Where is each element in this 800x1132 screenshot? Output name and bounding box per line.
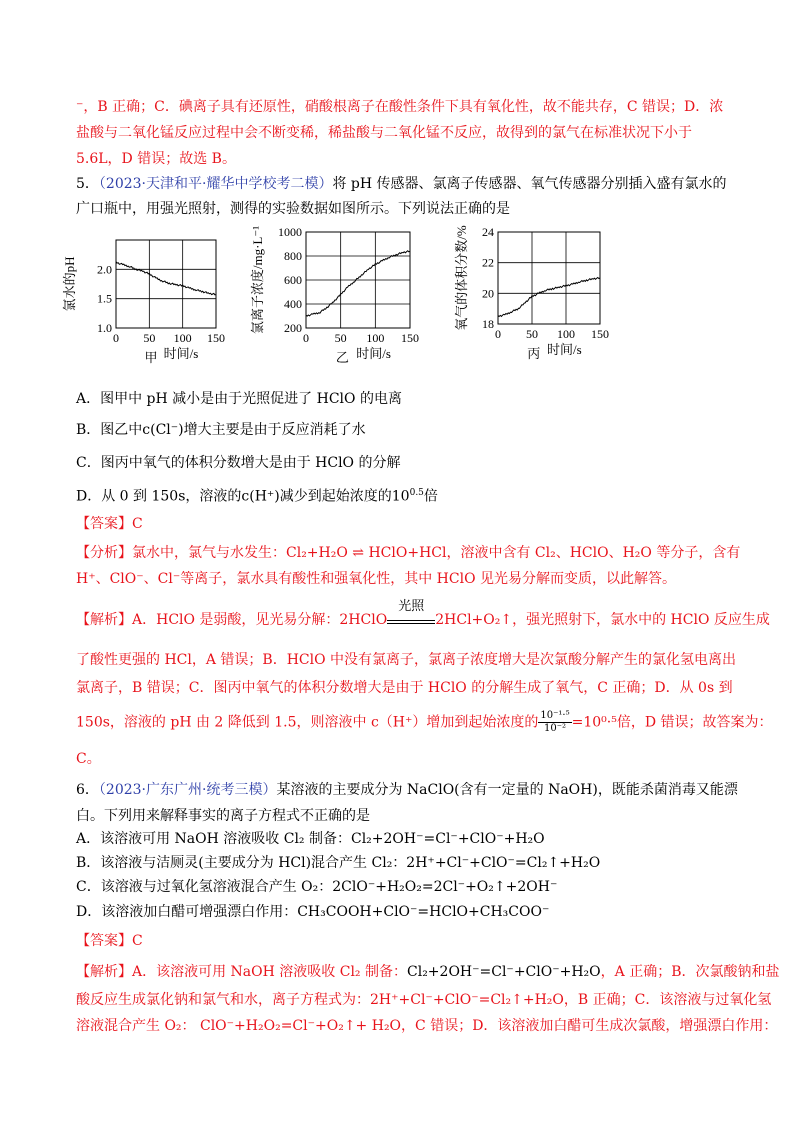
q5-explain-line-4	[76, 710, 773, 735]
q6-answer	[76, 931, 143, 951]
y-tick-label: 20	[482, 286, 494, 301]
q5-option-d-pow: 10	[391, 488, 410, 505]
chart-caption: 乙	[335, 350, 349, 365]
prev-explain-line-3: 5.6L，D 错误；故选 B。	[76, 151, 236, 167]
x-tick-label: 0	[303, 331, 309, 345]
q5-explain-4-pre: 150s，溶液的 pH 由 2 降低到 1.5，则溶液中 c（H⁺）增加到起始浓度的	[76, 714, 539, 731]
q5-analysis-label: 【分析】	[76, 545, 132, 561]
q5-stem-line-2: 广口瓶中，用强光照射，测得的实验数据如图所示。下列说法正确的是	[76, 201, 510, 217]
q6-option-c: C．该溶液与过氧化氢溶液混合产生 O₂：2ClO⁻+H₂O₂=2Cl⁻+O₂↑+2OH⁻	[76, 879, 558, 895]
q5-analysis-line-1	[76, 543, 740, 563]
data-series-line	[306, 251, 410, 316]
q5-stem-1: 将 pH 传感器、氯离子传感器、氧气传感器分别插入盛有氯水的	[332, 176, 727, 192]
prev-explain-line-1: ⁻，B 正确；C．碘离子具有还原性，硝酸根离子在酸性条件下具有氧化性，故不能共存，C 错误；D．浓	[76, 99, 724, 115]
q5-explain-1-pre: A．HClO 是弱酸，见光易分解：2HClO	[132, 612, 388, 628]
q5-explain-line-2: 了酸性更强的 HCl，A 错误；B．HClO 中没有氯离子，氯离子浓度增大是次氯酸分解产生的氯化氢电离出	[76, 652, 737, 668]
q5-analysis-line-2: H⁺、ClO⁻、Cl⁻等离子，氯水具有酸性和强氧化性，其中 HClO 见光易分解而变质，以此解答。	[76, 571, 677, 587]
q5-option-a: A．图甲中 pH 减小是由于光照促进了 HClO 的电离	[76, 391, 402, 407]
q5-explain-line-1	[76, 599, 770, 630]
q5-option-d-pre: D．从 0 到 150s，溶液的	[76, 488, 242, 505]
q5-answer-value: C	[132, 516, 143, 532]
x-tick-label: 100	[173, 331, 192, 345]
q6-explain-line-1	[76, 962, 780, 982]
q5-answer	[76, 514, 143, 534]
q5-stem-line-1	[76, 174, 727, 194]
q5-number: 5．	[76, 176, 99, 192]
y-tick-label: 1000	[278, 225, 302, 239]
y-axis-label: 氯水的pH	[62, 256, 77, 312]
y-tick-label: 22	[482, 255, 494, 270]
x-axis-label: 时间/s	[546, 342, 582, 357]
q6-option-d: D．该溶液加白醋可增强漂白作用：CH₃COOH+ClO⁻=HClO+CH₃COO⁻	[76, 904, 550, 920]
chart-yi	[248, 224, 433, 374]
condition-arrow	[387, 599, 435, 624]
x-tick-label: 0	[495, 327, 501, 341]
q5-explain-label: 【解析】	[76, 612, 132, 628]
q5-option-d	[76, 483, 438, 507]
fraction-denominator: 10⁻²	[543, 723, 566, 734]
q5-analysis-1: 氯水中，氯气与水发生：Cl₂+H₂O ⇌ HClO+HCl，溶液中含有 Cl₂、HClO、H₂O 等分子，含有	[132, 545, 741, 561]
q6-explain-1-post: ，A 正确；B．次氯酸钠和盐	[600, 964, 780, 980]
x-tick-label: 100	[557, 327, 575, 341]
y-tick-label: 24	[482, 225, 494, 239]
q5-source: （2023·天津和平·耀华中学校考二模）	[98, 176, 333, 192]
q6-stem-line-1	[76, 780, 738, 800]
q6-explain-label: 【解析】	[76, 964, 132, 980]
q5-option-b-post: 增大主要是由于反应消耗了水	[183, 422, 366, 438]
q5-explain-line-5: C。	[76, 751, 101, 767]
q5-option-d-post: 倍	[423, 488, 438, 505]
condition-text: 光照	[398, 599, 425, 614]
q6-explain-line-3: 溶液混合产生 O₂： ClO⁻+H₂O₂=Cl⁻+O₂↑+ H₂O，C 错误；D．该溶液加白醋可生成次氯酸，增强漂白作用：	[76, 1018, 778, 1034]
q6-stem-line-2: 白。下列用来解释事实的离子方程式不正确的是	[76, 808, 370, 824]
y-tick-label: 400	[284, 297, 302, 311]
x-tick-label: 100	[366, 331, 385, 345]
fraction-numerator: 10⁻¹·⁵	[540, 710, 570, 721]
q6-source: （2023·广东广州·统考三模）	[98, 782, 277, 798]
data-series-line	[116, 262, 216, 295]
y-tick-label: 200	[284, 321, 302, 335]
y-axis-label: 氧气的体积分数/%	[454, 225, 469, 331]
chart-bing	[452, 224, 622, 374]
chart-jia	[60, 228, 240, 378]
q5-option-d-ion: c(H⁺)	[241, 488, 280, 505]
y-tick-label: 1.5	[97, 291, 112, 306]
q5-explain-4-post: =10⁰·⁵倍，D 错误；故答案为：	[571, 714, 773, 731]
chart-caption: 甲	[144, 350, 158, 365]
q6-number: 6．	[76, 782, 99, 798]
x-tick-label: 150	[207, 331, 225, 345]
chart-caption: 丙	[527, 346, 541, 361]
prev-explain-line-2: 盐酸与二氧化锰反应过程中会不断变稀，稀盐酸与二氧化锰不反应，故得到的氯气在标准状况下小于	[76, 125, 692, 141]
q5-option-b-pre: B．图乙中	[76, 422, 143, 438]
y-tick-label: 2.0	[97, 262, 112, 277]
q6-option-b: B．该溶液与洁厕灵(主要成分为 HCl)混合产生 Cl₂：2H⁺+Cl⁻+ClO⁻=Cl₂↑+H₂O	[76, 855, 601, 871]
x-tick-label: 50	[526, 327, 538, 341]
x-axis-label: 时间/s	[163, 346, 199, 361]
q6-answer-value: C	[132, 933, 143, 949]
q5-option-d-exp: 0.5	[409, 488, 424, 498]
x-tick-label: 0	[113, 331, 119, 345]
plot-frame	[116, 240, 216, 328]
ratio-fraction	[538, 710, 571, 735]
y-tick-label: 18	[482, 317, 494, 331]
q5-option-b	[76, 420, 366, 440]
q5-explain-1-post: 2HCl+O₂↑，强光照射下，氯水中的 HClO 反应生成	[435, 612, 770, 628]
q6-stem-1: 某溶液的主要成分为 NaClO(含有一定量的 NaOH)，既能杀菌消毒又能漂	[276, 782, 738, 798]
q6-answer-label: 【答案】	[76, 933, 132, 949]
q6-explain-1-pre: A．该溶液可用 NaOH 溶液吸收 Cl₂ 制备：	[132, 964, 407, 980]
x-tick-label: 50	[143, 331, 156, 345]
y-tick-label: 1.0	[97, 321, 112, 335]
q6-explain-1-eq: Cl₂+2OH⁻=Cl⁻+ClO⁻+H₂O	[407, 964, 601, 980]
x-tick-label: 150	[401, 331, 419, 345]
x-tick-label: 150	[591, 327, 609, 341]
x-axis-label: 时间/s	[356, 346, 391, 361]
y-tick-label: 800	[284, 249, 302, 263]
q5-option-d-mid: 减少到起始浓度的	[279, 488, 392, 505]
q5-option-b-ion: c(Cl⁻)	[142, 422, 184, 438]
q5-answer-label: 【答案】	[76, 516, 132, 532]
data-series-line	[498, 278, 600, 317]
y-axis-label: 氯离子浓度/mg·L⁻¹	[250, 225, 265, 335]
q6-explain-line-2: 酸反应生成氯化钠和氯气和水，离子方程式为：2H⁺+Cl⁻+ClO⁻=Cl₂↑+H₂O，B 正确；C．该溶液与过氧化氢	[76, 992, 772, 1008]
q5-explain-line-3: 氯离子，B 错误；C．图丙中氧气的体积分数增大是由于 HClO 的分解生成了氧气，C 正确；D．从 0s 到	[76, 680, 733, 696]
x-tick-label: 50	[334, 331, 347, 345]
q6-option-a: A．该溶液可用 NaOH 溶液吸收 Cl₂ 制备：Cl₂+2OH⁻=Cl⁻+ClO⁻+H₂O	[76, 831, 545, 847]
y-tick-label: 600	[284, 273, 302, 287]
q5-option-c: C．图丙中氧气的体积分数增大是由于 HClO 的分解	[76, 455, 401, 471]
